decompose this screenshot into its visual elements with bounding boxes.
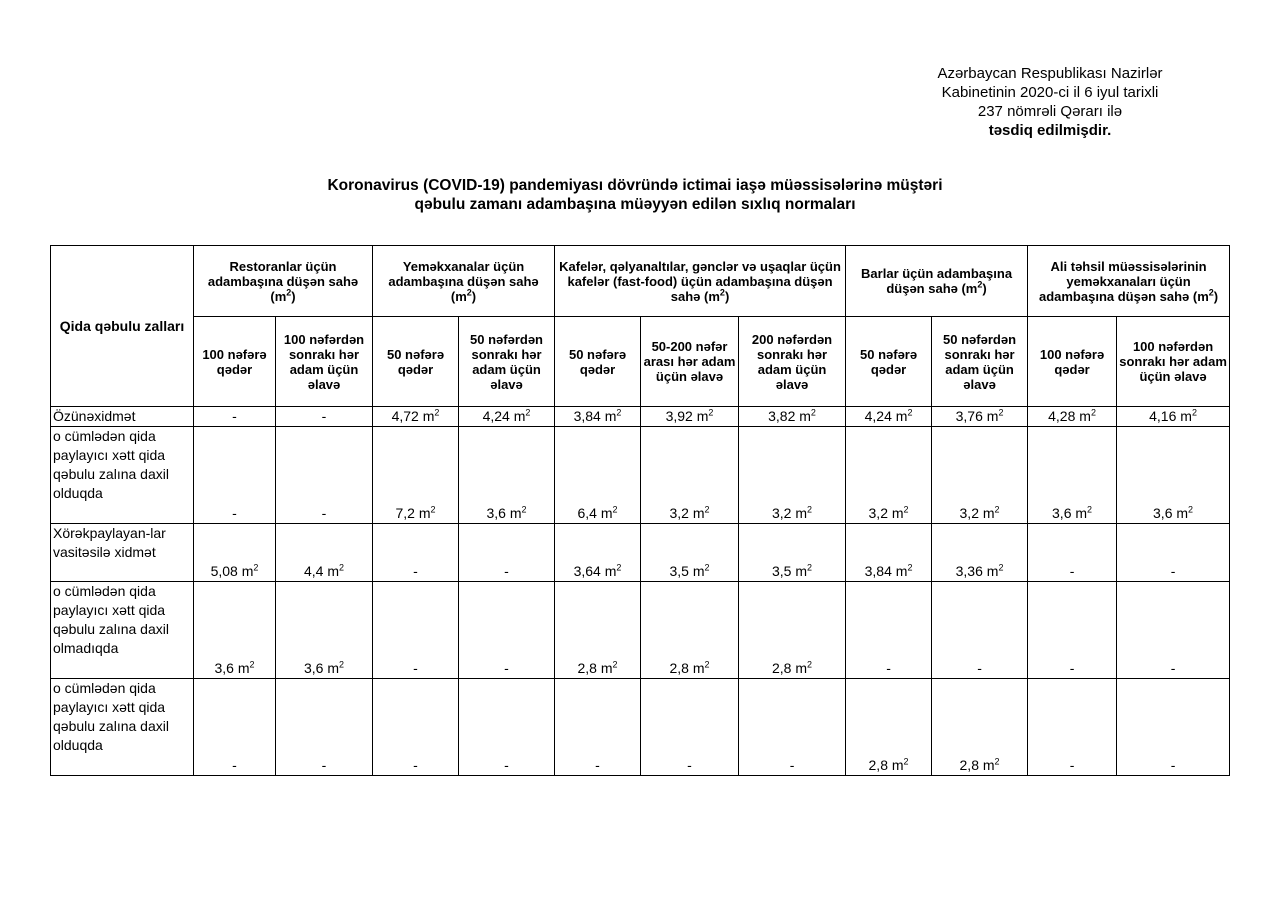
- cell-value: -: [1170, 660, 1176, 676]
- table-cell: [373, 427, 459, 524]
- approval-line-3: 237 nömrəli Qərarı ilə: [977, 103, 1123, 120]
- cell-value: 2,8: [772, 660, 792, 676]
- unit-exponent: 2: [998, 407, 1004, 418]
- cell-unit: m: [323, 660, 340, 676]
- subheader-8: 50 nəfərdən sonrakı hər adam üçün əlavə: [932, 317, 1028, 407]
- cell-unit: m: [887, 757, 904, 773]
- table-cell: [641, 582, 739, 679]
- cell-value: 3,2: [669, 505, 689, 521]
- table-cell: [1117, 407, 1230, 427]
- table-cell: [459, 582, 555, 679]
- subheader-row: [51, 317, 1230, 407]
- cell-unit: m: [891, 563, 908, 579]
- table-cell: [373, 524, 459, 582]
- table-cell: [276, 407, 373, 427]
- cell-unit: m: [600, 563, 617, 579]
- table-cell: [459, 679, 555, 776]
- cell-value: 3,6: [1153, 505, 1173, 521]
- unit-exponent: 2: [704, 504, 710, 515]
- table-cell: [194, 407, 276, 427]
- unit-exponent: 2: [719, 287, 725, 298]
- table-cell: [1028, 524, 1117, 582]
- table-cell: [739, 427, 846, 524]
- group-header-1: [373, 246, 555, 317]
- cell-value: -: [413, 757, 418, 773]
- unit-exponent: 2: [977, 279, 983, 290]
- density-norms-table: [50, 245, 1230, 776]
- table-row: [51, 407, 1230, 427]
- table-cell: [276, 679, 373, 776]
- cell-value: 2,8: [669, 660, 689, 676]
- table-cell: [846, 679, 932, 776]
- cell-value: 3,6: [1052, 505, 1072, 521]
- cell-value: 3,64: [573, 563, 601, 579]
- approval-stamp: [880, 64, 1220, 140]
- unit-exponent: 2: [612, 504, 618, 515]
- cell-value: 3,2: [959, 505, 979, 521]
- cell-value: -: [321, 505, 327, 521]
- unit-exponent: 2: [616, 407, 622, 418]
- table-cell: [555, 427, 641, 524]
- row-label: o cümlədən qida paylayıcı xətt qida qəbulu zalına daxil olduqda: [51, 427, 194, 524]
- cell-value: 4,24: [864, 408, 892, 424]
- unit-exponent: 2: [807, 659, 813, 670]
- cell-value: 4,72: [391, 408, 419, 424]
- cell-unit: m: [791, 660, 808, 676]
- table-body: [51, 407, 1230, 776]
- table-cell: [846, 524, 932, 582]
- group-header-3: [846, 246, 1028, 317]
- unit-exponent: 2: [704, 562, 710, 573]
- cell-value: 3,6: [486, 505, 506, 521]
- group-label-suffix: ): [471, 288, 477, 304]
- group-header-0: [194, 246, 373, 317]
- cell-value: 3,76: [955, 408, 983, 424]
- group-header-2: [555, 246, 846, 317]
- table-cell: [373, 407, 459, 427]
- subheader-7: 50 nəfərə qədər: [846, 317, 932, 407]
- table-cell: [276, 427, 373, 524]
- group-label-suffix: ): [1213, 288, 1219, 304]
- table-cell: [459, 524, 555, 582]
- table-cell: [641, 407, 739, 427]
- subheader-10: 100 nəfərdən sonrakı hər adam üçün əlavə: [1117, 317, 1230, 407]
- unit-exponent: 2: [994, 504, 1000, 515]
- table-cell: [641, 679, 739, 776]
- table-row: [51, 679, 1230, 776]
- cell-unit: m: [982, 408, 999, 424]
- cell-value: 3,5: [772, 563, 792, 579]
- table-cell: [194, 679, 276, 776]
- cell-unit: m: [596, 660, 613, 676]
- unit-exponent: 2: [907, 562, 913, 573]
- cell-unit: m: [600, 408, 617, 424]
- document-title: [200, 176, 1070, 214]
- cell-unit: m: [978, 757, 995, 773]
- table-cell: [555, 582, 641, 679]
- table-cell: [555, 407, 641, 427]
- cell-unit: m: [692, 408, 709, 424]
- row-label: Xörəkpaylayan-lar vasitəsilə xidmət: [51, 524, 194, 582]
- table-cell: [739, 407, 846, 427]
- table-row: [51, 524, 1230, 582]
- cell-unit: m: [795, 408, 811, 424]
- unit-exponent: 2: [907, 407, 913, 418]
- group-header-4: [1028, 246, 1230, 317]
- table-cell: [1117, 427, 1230, 524]
- unit-exponent: 2: [466, 287, 472, 298]
- cell-value: 3,36: [955, 563, 983, 579]
- cell-unit: m: [323, 563, 340, 579]
- cell-value: 2,8: [577, 660, 597, 676]
- unit-exponent: 2: [708, 407, 714, 418]
- cell-unit: m: [596, 505, 613, 521]
- row-header-cell: Qida qəbulu zalları: [51, 246, 194, 407]
- subheader-1: 100 nəfərdən sonrakı hər adam üçün əlavə: [276, 317, 373, 407]
- table-cell: [555, 679, 641, 776]
- cell-unit: m: [791, 505, 808, 521]
- cell-unit: m: [688, 660, 705, 676]
- cell-value: -: [1170, 757, 1176, 773]
- cell-value: 4,4: [303, 563, 324, 579]
- cell-unit: m: [688, 563, 705, 579]
- cell-value: 7,2: [395, 505, 415, 521]
- cell-value: -: [232, 757, 237, 773]
- unit-exponent: 2: [704, 659, 710, 670]
- table-cell: [373, 679, 459, 776]
- unit-exponent: 2: [249, 659, 255, 670]
- table-cell: [932, 524, 1028, 582]
- group-label-suffix: ): [982, 281, 987, 296]
- cell-unit: m: [237, 563, 254, 579]
- cell-unit: m: [688, 505, 705, 521]
- cell-value: 3,2: [772, 505, 792, 521]
- cell-value: 2,8: [868, 757, 888, 773]
- unit-exponent: 2: [612, 659, 618, 670]
- subheader-6: 200 nəfərdən sonrakı hər adam üçün əlavə: [739, 317, 846, 407]
- group-label: Barlar üçün adambaşına düşən sahə (m: [861, 266, 1013, 296]
- table-cell: [276, 582, 373, 679]
- cell-unit: m: [418, 408, 435, 424]
- row-label: o cümlədən qida paylayıcı xətt qida qəbulu zalına daxil olmadıqda: [51, 582, 194, 679]
- cell-value: 3,5: [669, 563, 689, 579]
- cell-unit: m: [978, 505, 995, 521]
- table-cell: [1117, 524, 1230, 582]
- unit-exponent: 2: [616, 562, 622, 573]
- table-cell: [739, 679, 846, 776]
- cell-unit: m: [509, 408, 526, 424]
- cell-unit: m: [891, 408, 908, 424]
- approval-line-4: təsdiq edilmişdir.: [988, 122, 1112, 139]
- cell-value: 4,16: [1149, 408, 1177, 424]
- table-cell: [555, 524, 641, 582]
- cell-value: 6,4: [577, 505, 597, 521]
- subheader-9: 100 nəfərə qədər: [1028, 317, 1117, 407]
- group-label: Ali təhsil müəssisələrinin yeməkxanaları üçün adambaşına düşən sahə (m: [1038, 258, 1209, 304]
- table-cell: [194, 582, 276, 679]
- table-cell: [641, 427, 739, 524]
- unit-exponent: 2: [525, 407, 531, 418]
- cell-value: 3,6: [214, 660, 234, 676]
- group-label: Kafelər, qəlyanaltılar, gənclər və uşaqlar üçün kafelər (fast-food) üçün adambaşına düşən sahə (m: [559, 258, 841, 304]
- cell-value: -: [1170, 563, 1176, 579]
- cell-value: -: [232, 505, 237, 521]
- cell-unit: m: [982, 563, 999, 579]
- subheader-4: 50 nəfərə qədər: [555, 317, 641, 407]
- cell-value: -: [413, 660, 418, 676]
- unit-exponent: 2: [286, 287, 292, 298]
- cell-value: -: [321, 408, 327, 424]
- table-cell: [932, 679, 1028, 776]
- table-cell: [739, 524, 846, 582]
- unit-exponent: 2: [339, 562, 345, 573]
- cell-value: -: [504, 660, 509, 676]
- group-label-suffix: ): [724, 288, 730, 304]
- cell-value: -: [504, 563, 509, 579]
- cell-value: 3,92: [665, 408, 693, 424]
- cell-value: -: [595, 757, 600, 773]
- cell-value: 4,28: [1048, 408, 1076, 424]
- row-label: o cümlədən qida paylayıcı xətt qida qəbulu zalına daxil olduqda: [51, 679, 194, 776]
- approval-line-2: Kabinetinin 2020-ci il 6 iyul tarixli: [941, 84, 1159, 101]
- title-line-1: Koronavirus (COVID-19) pandemiyası dövründə ictimai iaşə müəssisələrinə müştəri: [327, 177, 943, 194]
- cell-unit: m: [1172, 505, 1189, 521]
- table-cell: [739, 582, 846, 679]
- table-cell: [932, 582, 1028, 679]
- cell-unit: m: [1075, 408, 1091, 424]
- row-label: Özünəxidmət: [51, 407, 194, 427]
- table-cell: [846, 427, 932, 524]
- cell-unit: m: [414, 505, 431, 521]
- table-cell: [1117, 582, 1230, 679]
- group-header-row: [51, 246, 1230, 317]
- unit-exponent: 2: [1087, 504, 1093, 515]
- unit-exponent: 2: [903, 504, 909, 515]
- unit-exponent: 2: [1191, 407, 1197, 418]
- group-label: Restoranlar üçün adambaşına düşən sahə (m: [207, 258, 359, 304]
- table-cell: [1117, 679, 1230, 776]
- cell-unit: m: [791, 563, 808, 579]
- cell-value: 3,2: [868, 505, 888, 521]
- approval-line-1: Azərbaycan Respublikası Nazirlər: [937, 65, 1163, 82]
- cell-value: 2,8: [959, 757, 979, 773]
- unit-exponent: 2: [521, 504, 527, 515]
- table-cell: [846, 407, 932, 427]
- table-cell: [276, 524, 373, 582]
- cell-value: -: [504, 757, 509, 773]
- cell-unit: m: [233, 660, 250, 676]
- cell-value: 3,84: [573, 408, 601, 424]
- cell-value: 3,6: [303, 660, 324, 676]
- unit-exponent: 2: [807, 504, 813, 515]
- cell-value: -: [1069, 563, 1075, 579]
- cell-value: -: [687, 757, 692, 773]
- cell-value: 3,82: [768, 408, 796, 424]
- unit-exponent: 2: [253, 562, 259, 573]
- table-cell: [1028, 427, 1117, 524]
- table-cell: [932, 407, 1028, 427]
- table-row: [51, 582, 1230, 679]
- cell-value: 5,08: [210, 563, 238, 579]
- unit-exponent: 2: [903, 756, 909, 767]
- cell-value: -: [1069, 757, 1075, 773]
- table-cell: [641, 524, 739, 582]
- table-cell: [194, 427, 276, 524]
- unit-exponent: 2: [1090, 407, 1096, 418]
- cell-unit: m: [505, 505, 522, 521]
- table-cell: [1028, 407, 1117, 427]
- cell-value: 3,84: [864, 563, 892, 579]
- cell-value: -: [977, 660, 982, 676]
- cell-value: -: [232, 408, 237, 424]
- cell-value: -: [321, 757, 327, 773]
- group-label-suffix: ): [291, 288, 296, 304]
- table-cell: [459, 427, 555, 524]
- cell-value: -: [1069, 660, 1075, 676]
- group-label: Yeməkxanalar üçün adambaşına düşən sahə (m: [388, 258, 539, 304]
- cell-unit: m: [1176, 408, 1192, 424]
- unit-exponent: 2: [994, 756, 1000, 767]
- unit-exponent: 2: [1208, 287, 1214, 298]
- table-cell: [373, 582, 459, 679]
- unit-exponent: 2: [430, 504, 436, 515]
- subheader-2: 50 nəfərə qədər: [373, 317, 459, 407]
- subheader-3: 50 nəfərdən sonrakı hər adam üçün əlavə: [459, 317, 555, 407]
- title-line-2: qəbulu zamanı adambaşına müəyyən edilən sıxlıq normaları: [414, 196, 856, 213]
- unit-exponent: 2: [807, 562, 813, 573]
- cell-value: -: [413, 563, 418, 579]
- cell-unit: m: [887, 505, 904, 521]
- unit-exponent: 2: [434, 407, 440, 418]
- cell-value: -: [886, 660, 891, 676]
- cell-unit: m: [1071, 505, 1088, 521]
- table-cell: [1028, 582, 1117, 679]
- unit-exponent: 2: [810, 407, 816, 418]
- table-cell: [846, 582, 932, 679]
- cell-value: -: [789, 757, 795, 773]
- table-cell: [194, 524, 276, 582]
- subheader-5: 50-200 nəfər arası hər adam üçün əlavə: [641, 317, 739, 407]
- cell-value: 4,24: [482, 408, 510, 424]
- table-cell: [459, 407, 555, 427]
- table-cell: [1028, 679, 1117, 776]
- unit-exponent: 2: [1188, 504, 1194, 515]
- unit-exponent: 2: [339, 659, 345, 670]
- subheader-0: 100 nəfərə qədər: [194, 317, 276, 407]
- table-row: [51, 427, 1230, 524]
- table-cell: [932, 427, 1028, 524]
- unit-exponent: 2: [998, 562, 1004, 573]
